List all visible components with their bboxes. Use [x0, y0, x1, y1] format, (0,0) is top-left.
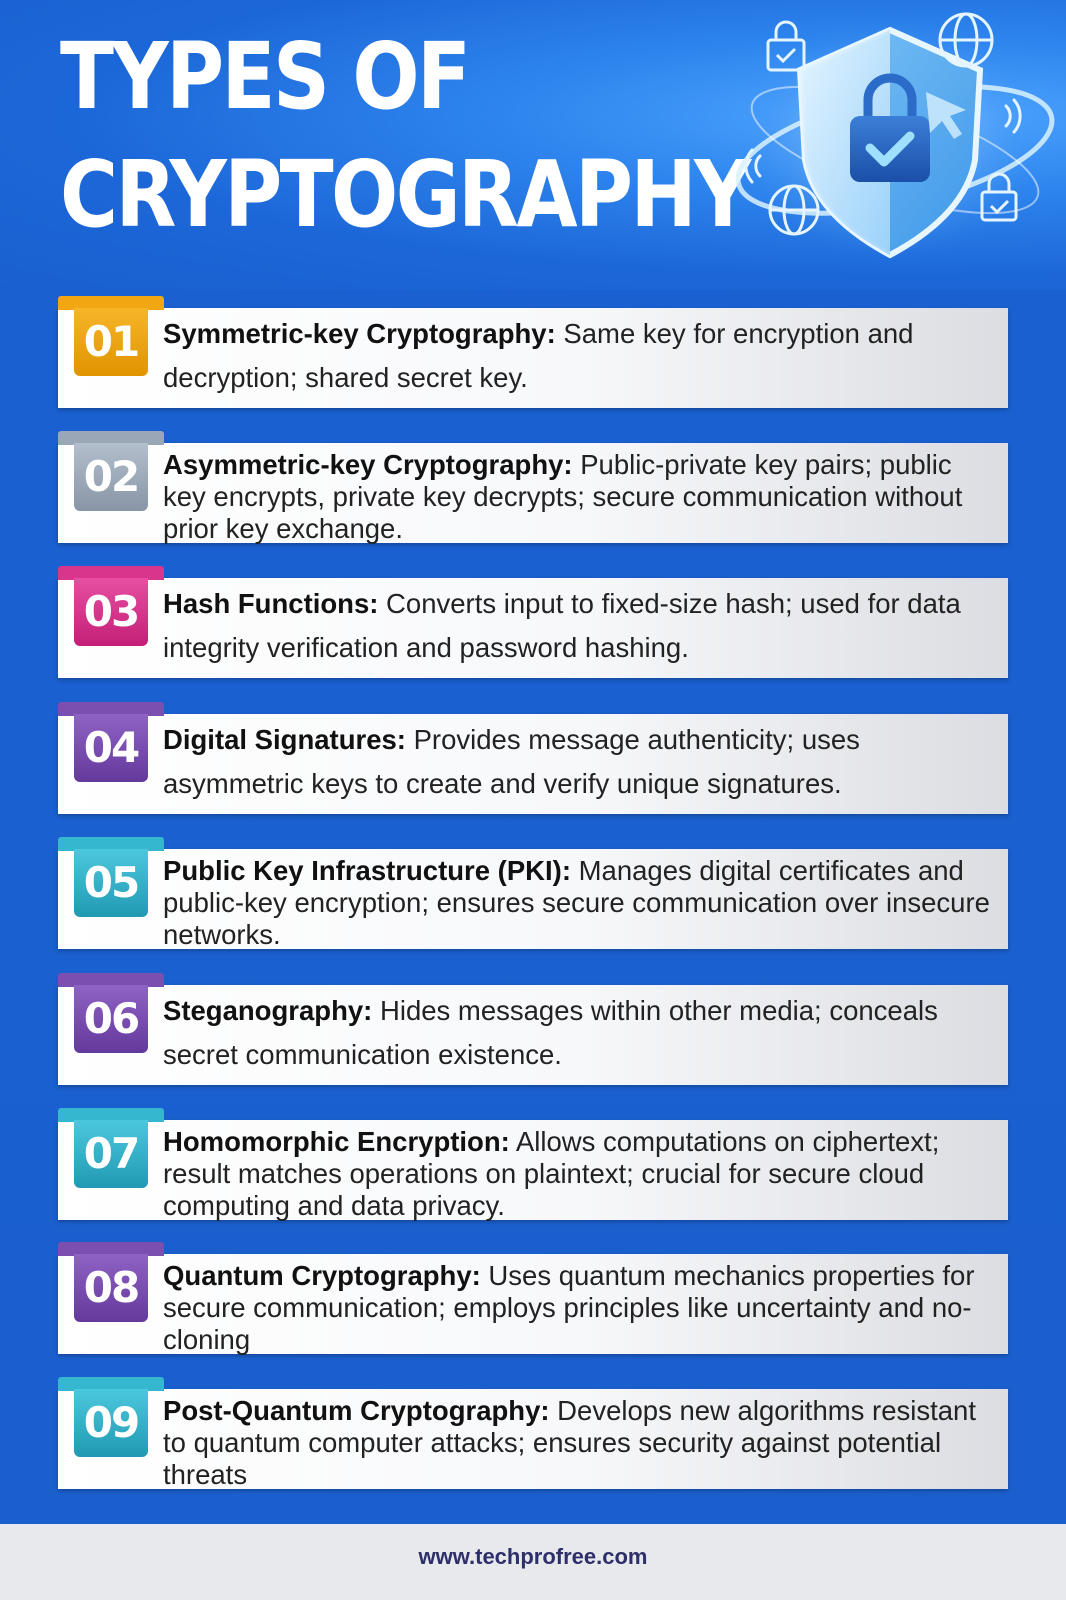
- list-item: [58, 1377, 1008, 1489]
- number-badge: 01: [74, 308, 148, 376]
- item-text: [163, 718, 993, 806]
- title-line-2: CRYPTOGRAPHY: [60, 141, 749, 248]
- list-item: [58, 1108, 1008, 1220]
- number-badge: 09: [74, 1389, 148, 1457]
- item-description: Same key for encryption and decryption; shared secret key.: [163, 318, 914, 393]
- item-description: Develops new algorithms resistant to quantum computer attacks; ensures security against potential threats: [163, 1395, 976, 1490]
- number-badge: 07: [74, 1120, 148, 1188]
- item-description: Converts input to fixed-size hash; used for data integrity verification and password hashing.: [163, 588, 961, 663]
- item-description: Public-private key pairs; public key encrypts, private key decrypts; secure communication without prior key exchange.: [163, 449, 963, 544]
- item-description: Provides message authenticity; uses asymmetric keys to create and verify unique signatures.: [163, 724, 860, 799]
- number-badge: 06: [74, 985, 148, 1053]
- item-text: [163, 1395, 993, 1491]
- number-badge: 04: [74, 714, 148, 782]
- item-heading: Public Key Infrastructure (PKI):: [163, 855, 571, 886]
- item-description: Uses quantum mechanics properties for secure communication; employs principles like uncertainty and no-cloning: [163, 1260, 975, 1355]
- number-badge: 02: [74, 443, 148, 511]
- item-heading: Homomorphic Encryption:: [163, 1126, 510, 1157]
- number-badge: 05: [74, 849, 148, 917]
- list-item: [58, 431, 1008, 543]
- item-text: [163, 989, 993, 1077]
- title-line-1: TYPES OF: [60, 23, 469, 130]
- item-description: Allows computations on ciphertext; result matches operations on plaintext; crucial for secure cloud computing and data privacy.: [163, 1126, 940, 1221]
- item-text: [163, 312, 993, 400]
- list-item: [58, 296, 1008, 408]
- number-badge: 03: [74, 578, 148, 646]
- security-shield-illustration: [730, 0, 1066, 280]
- list-item: [58, 1242, 1008, 1354]
- item-text: [163, 1126, 993, 1222]
- footer: [0, 1524, 1066, 1600]
- item-heading: Asymmetric-key Cryptography:: [163, 449, 573, 480]
- item-heading: Digital Signatures:: [163, 724, 406, 755]
- header: [0, 0, 1066, 290]
- item-text: [163, 855, 993, 951]
- list-item: [58, 702, 1008, 814]
- item-heading: Symmetric-key Cryptography:: [163, 318, 556, 349]
- number-badge: 08: [74, 1254, 148, 1322]
- list-item: [58, 837, 1008, 949]
- item-text: [163, 1260, 993, 1356]
- item-text: [163, 449, 993, 545]
- list-item: [58, 973, 1008, 1085]
- item-heading: Hash Functions:: [163, 588, 379, 619]
- page-title: [60, 18, 749, 254]
- website-link[interactable]: www.techprofree.com: [418, 1544, 648, 1569]
- item-text: [163, 582, 993, 670]
- item-description: Manages digital certificates and public-key encryption; ensures secure communication over insecure networks.: [163, 855, 990, 950]
- item-heading: Post-Quantum Cryptography:: [163, 1395, 550, 1426]
- list-item: [58, 566, 1008, 678]
- item-heading: Quantum Cryptography:: [163, 1260, 481, 1291]
- item-heading: Steganography:: [163, 995, 373, 1026]
- item-description: Hides messages within other media; conceals secret communication existence.: [163, 995, 938, 1070]
